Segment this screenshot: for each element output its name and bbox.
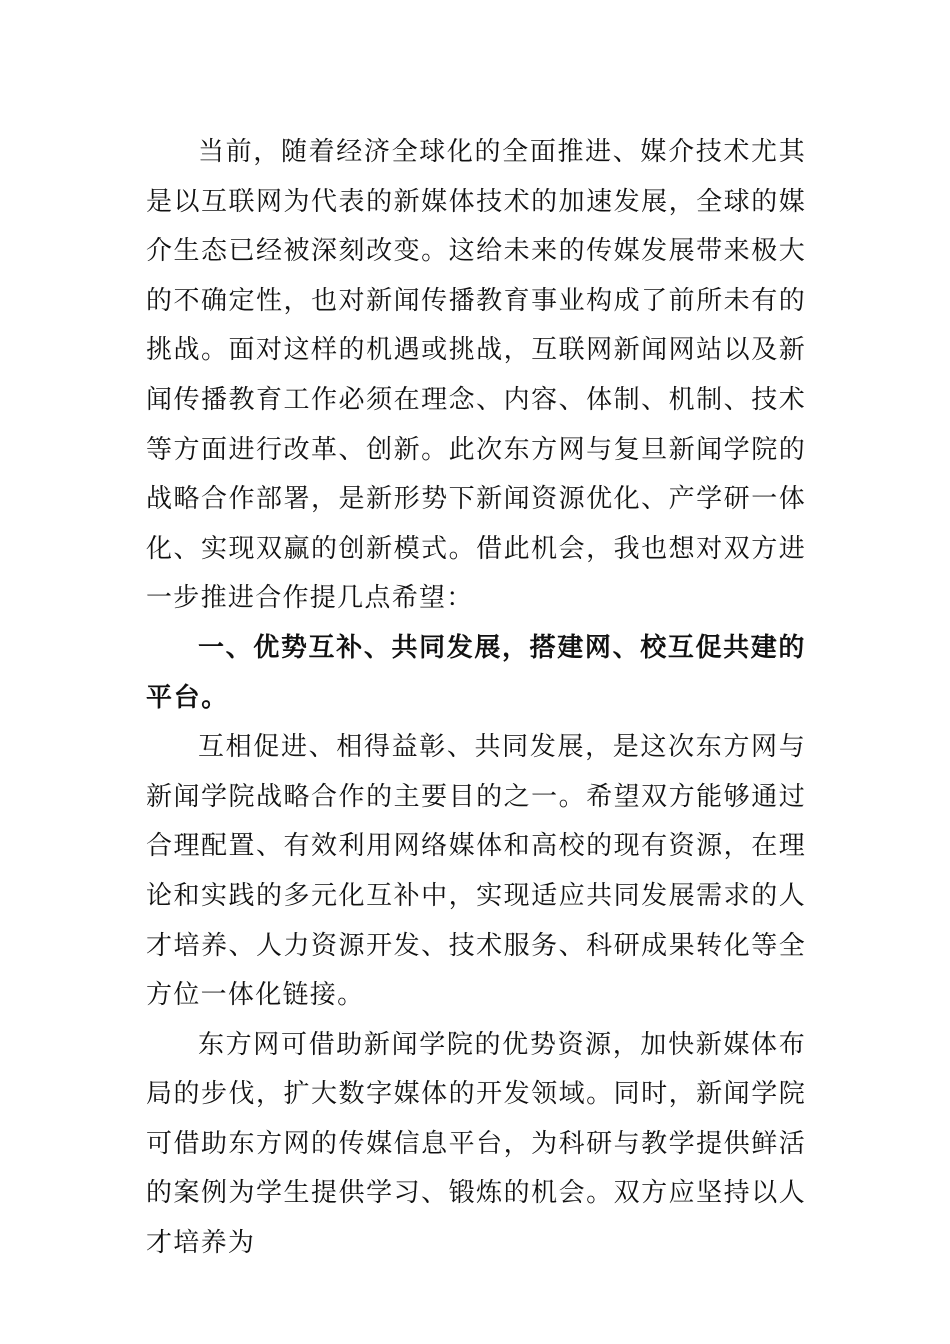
body-paragraph-2: 东方网可借助新闻学院的优势资源，加快新媒体布局的步伐，扩大数字媒体的开发领域。同时，新闻学院可借助东方网的传媒信息平台，为科研与教学提供鲜活的案例为学生提供学习、锻炼的机会。双方应坚持以人才培养为	[146, 1029, 806, 1259]
body-paragraph-1: 互相促进、相得益彰、共同发展，是这次东方网与新闻学院战略合作的主要目的之一。希望双方能够通过合理配置、有效利用网络媒体和高校的现有资源，在理论和实践的多元化互补中，实现适应共同发展需求的人才培养、人力资源开发、技术服务、科研成果转化等全方位一体化链接。	[146, 732, 806, 1011]
document-body	[146, 128, 806, 1269]
section-heading-1: 一、优势互补、共同发展，搭建网、校互促共建的平台。	[146, 632, 806, 713]
intro-paragraph: 当前，随着经济全球化的全面推进、媒介技术尤其是以互联网为代表的新媒体技术的加速发展，全球的媒介生态已经被深刻改变。这给未来的传媒发展带来极大的不确定性，也对新闻传播教育事业构成了前所未有的挑战。面对这样的机遇或挑战，互联网新闻网站以及新闻传播教育工作必须在理念、内容、体制、机制、技术等方面进行改革、创新。此次东方网与复旦新闻学院的战略合作部署，是新形势下新闻资源优化、产学研一体化、实现双赢的创新模式。借此机会，我也想对双方进一步推进合作提几点希望：	[146, 137, 806, 614]
